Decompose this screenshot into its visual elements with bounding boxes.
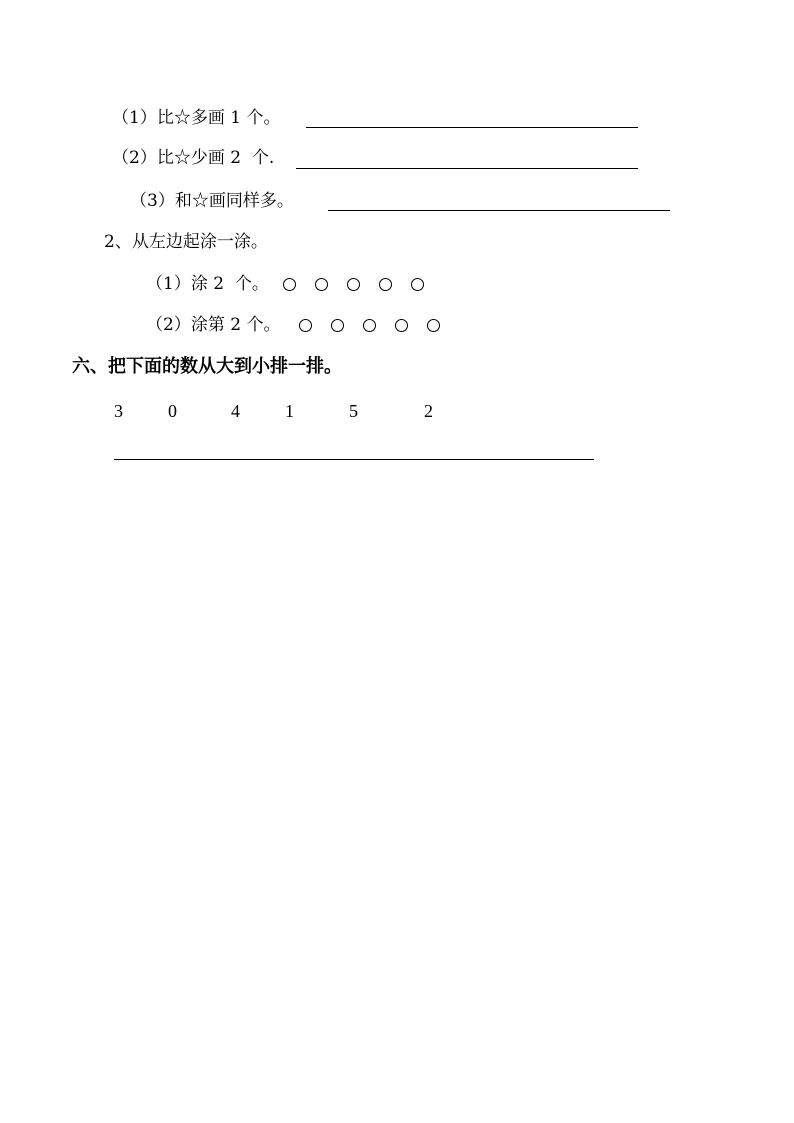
number-item: 5 bbox=[349, 401, 358, 421]
number-item: 0 bbox=[168, 401, 177, 421]
circle-shape[interactable] bbox=[347, 278, 360, 291]
question-item-1-3: （3）和☆画同样多。 bbox=[130, 191, 294, 211]
circle-shape[interactable] bbox=[411, 278, 424, 291]
circle-shape[interactable] bbox=[379, 278, 392, 291]
answer-line-1-1[interactable] bbox=[306, 127, 638, 128]
answer-line-6[interactable] bbox=[114, 459, 594, 460]
question-item-2-2: （2）涂第 2 个。 bbox=[146, 315, 281, 335]
circle-shape[interactable] bbox=[427, 319, 440, 332]
question-item-1-1: （1）比☆多画 1 个。 bbox=[112, 108, 281, 128]
number-item: 1 bbox=[285, 401, 294, 421]
circle-shape[interactable] bbox=[283, 278, 296, 291]
number-item: 4 bbox=[231, 401, 240, 421]
question-item-2-1: （1）涂 2 个。 bbox=[146, 274, 269, 294]
circle-shape[interactable] bbox=[299, 319, 312, 332]
section-6-heading: 六、把下面的数从大到小排一排。 bbox=[72, 356, 342, 377]
number-item: 3 bbox=[114, 401, 123, 421]
number-item: 2 bbox=[424, 401, 433, 421]
answer-line-1-2[interactable] bbox=[296, 168, 638, 169]
question-item-1-2: （2）比☆少画 2 个. bbox=[112, 148, 275, 168]
question-2-title: 2、从左边起涂一涂。 bbox=[104, 232, 268, 252]
circle-shape[interactable] bbox=[395, 319, 408, 332]
circle-shape[interactable] bbox=[331, 319, 344, 332]
answer-line-1-3[interactable] bbox=[328, 210, 670, 211]
circle-shape[interactable] bbox=[315, 278, 328, 291]
circle-shape[interactable] bbox=[363, 319, 376, 332]
